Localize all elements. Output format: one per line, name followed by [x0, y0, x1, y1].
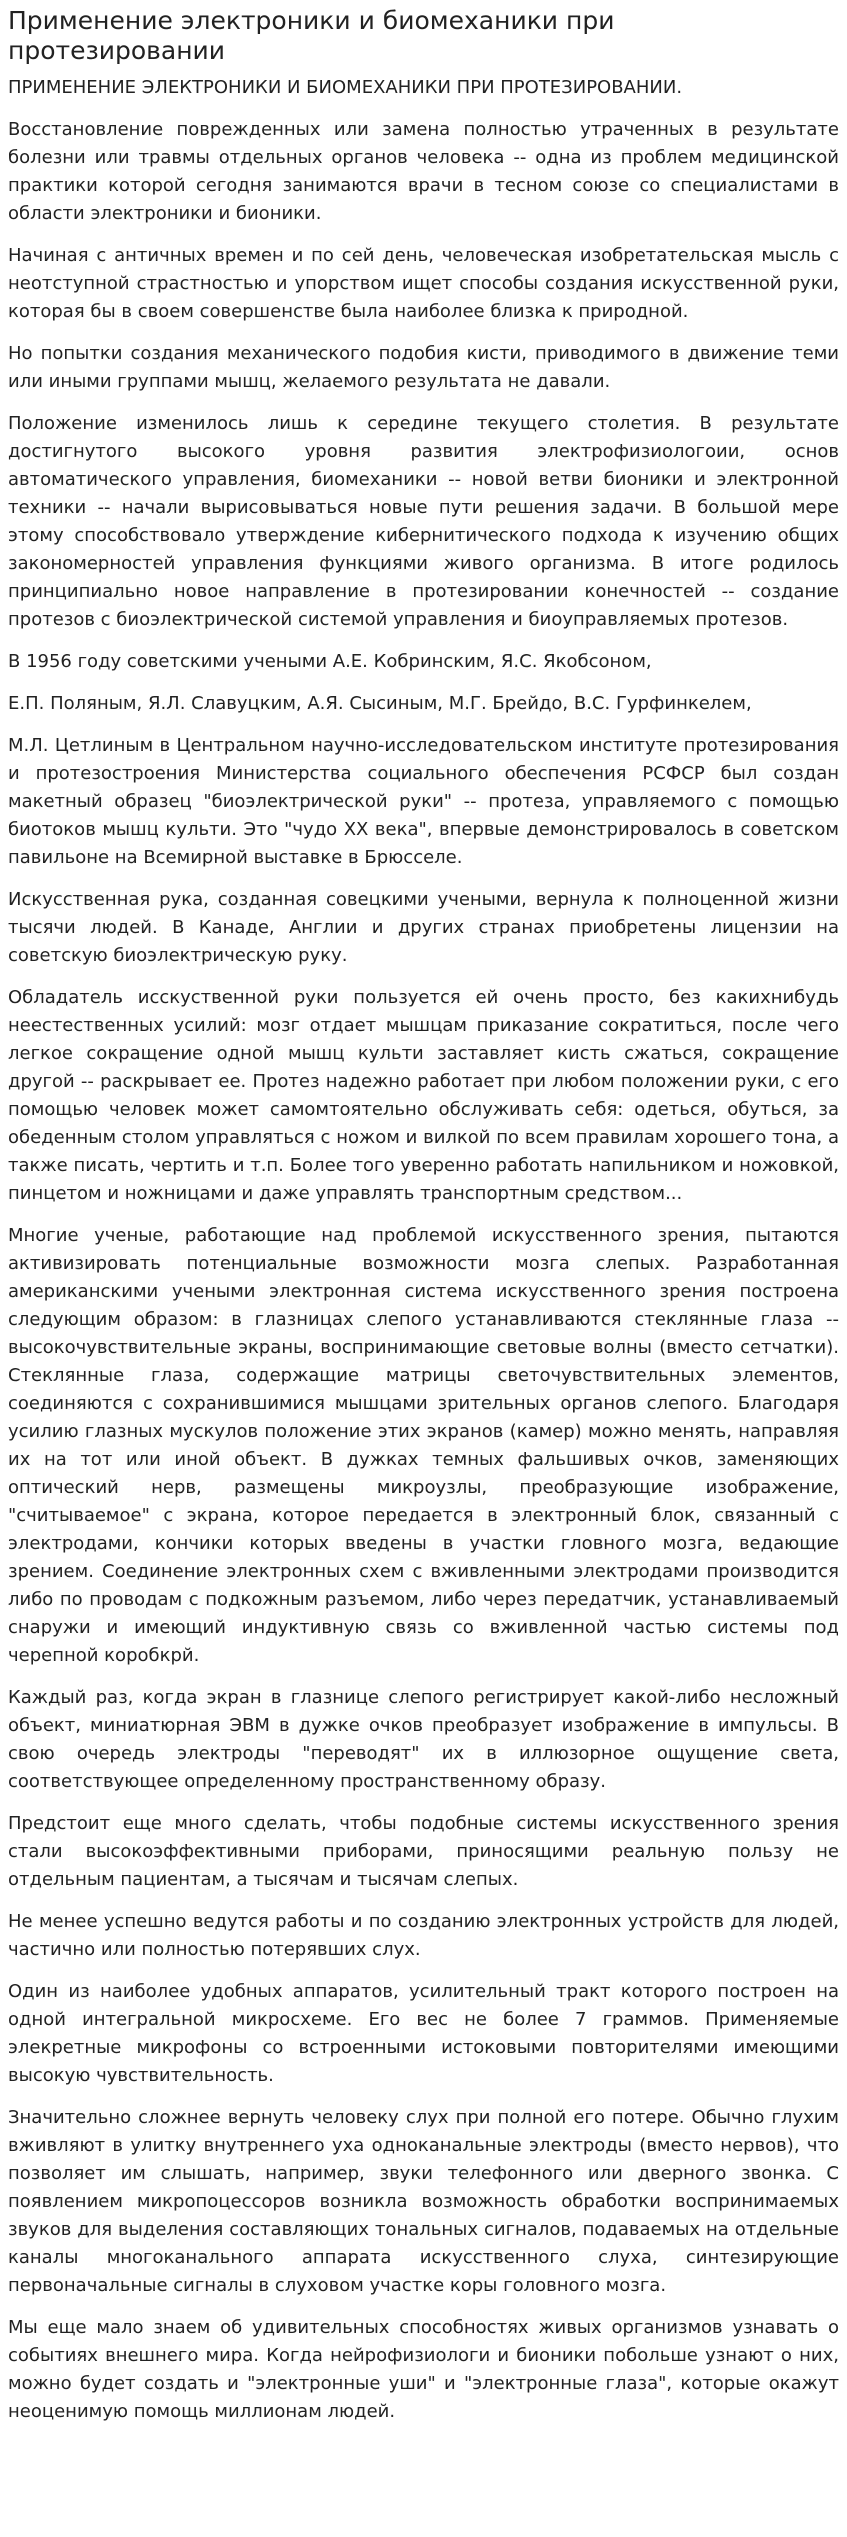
paragraph: Обладатель исскуственной руки пользуется ей очень просто, без какихнибудь неестественных усилий: мозг отдает мышцам приказание сократиться, после чего легкое сокращение одной мышц культи заставляет кисть сжаться, сокращение другой -- раскрывает ее. Протез надежно работает при любом положении руки, с его помощью человек может самомтоятельно обслуживать себя: одеться, обуться, за обеденным столом управляться с ножом и вилкой по всем правилам хорошего тона, а также писать, чертить и т.п. Более того уверенно работать напильником и ножовкой, пинцетом и ножницами и даже управлять транспортным средством...: [8, 987, 839, 1204]
paragraph: Каждый раз, когда экран в глазнице слепого регистрирует какой-либо несложный объект, миниатюрная ЭВМ в дужке очков преобразует изображение в импульсы. В свою очередь электроды "переводят" их в иллюзорное ощущение света, соответствующее определенному пространственному образу.: [8, 1687, 839, 1792]
paragraph: Начиная с античных времен и по сей день, человеческая изобретательская мысль с неотступной страстностью и упорством ищет способы создания искусственной руки, которая бы в своем совершенстве была наиболее близка к природной.: [8, 245, 839, 322]
paragraph: Не менее успешно ведутся работы и по созданию электронных устройств для людей, частично или полностью потерявших слух.: [8, 1911, 839, 1960]
paragraph: В 1956 году советскими учеными А.Е. Кобринским, Я.С. Якобсоном,: [8, 651, 652, 672]
article-title: Применение электроники и биомеханики при протезировании: [8, 6, 615, 65]
paragraph: Многие ученые, работающие над проблемой искусственного зрения, пытаются активизировать потенциальные возможности мозга слепых. Разработанная американскими учеными электронная система искусственного зрения построена следующим образом: в глазницах слепого устанавливаются стеклянные глаза -- высокочувствительные экраны, воспринимающие световые волны (вместо сетчатки). Стеклянные глаза, содержащие матрицы светочувствительных элементов, соединяются с сохранившимися мышцами зрительных органов слепого. Благодаря усилию глазных мускулов положение этих экранов (камер) можно менять, направляя их на тот или иной объект. В дужках темных фальшивых очков, заменяющих оптический нерв, размещены микроузлы, преобразующие изображение, "считываемое" с экрана, которое передается в электронный блок, связанный с электродами, кончики которых введены в участки гловного мозга, ведающие зрением. Соединение электронных схем с вживленными электродами производится либо по проводам с подкожным разъемом, либо через передатчик, устанавливаемый снаружи и имеющий индуктивную связь со вживленной частью системы под черепной коробкрй.: [8, 1225, 839, 1666]
paragraph: М.Л. Цетлиным в Центральном научно-исследовательском институте протезирования и протезостроения Министерства социального обеспечения РСФСР был создан макетный образец "биоэлектрической руки" -- протеза, управляемого с помощью биотоков мышц культи. Это "чудо XX века", впервые демонстрировалось в советском павильоне на Всемирной выставке в Брюсселе.: [8, 735, 839, 868]
paragraph: Восстановление поврежденных или замена полностью утраченных в результате болезни или травмы отдельных органов человека -- одна из проблем медицинской практики которой сегодня занимаются врачи в тесном союзе со специалистами в области электроники и бионики.: [8, 119, 839, 224]
paragraph: Искусственная рука, созданная совецкими учеными, вернула к полноценной жизни тысячи людей. В Канаде, Англии и других странах приобретены лицензии на советскую биоэлектрическую руку.: [8, 889, 839, 966]
paragraph: Один из наиболее удобных аппаратов, усилительный тракт которого построен на одной интегральной микросхеме. Его вес не более 7 граммов. Применяемые элекретные микрофоны со встроенными истоковыми повторителями имеющими высокую чувствительность.: [8, 1981, 839, 2086]
article-page: [0, 6, 847, 2426]
article-subtitle: ПРИМЕНЕНИЕ ЭЛЕКТРОНИКИ И БИОМЕХАНИКИ ПРИ ПРОТЕЗИРОВАНИИ.: [8, 77, 683, 98]
paragraph: Но попытки создания механического подобия кисти, приводимого в движение теми или иными группами мышц, желаемого результата не давали.: [8, 343, 839, 392]
paragraph: Значительно сложнее вернуть человеку слух при полной его потере. Обычно глухим вживляют в улитку внутреннего уха одноканальные электроды (вместо нервов), что позволяет им слышать, например, звуки телефонного или дверного звонка. С появлением микропоцессоров возникла возможность обработки воспринимаемых звуков для выделения составляющих тональных сигналов, подаваемых на отдельные каналы многоканального аппарата искусственного слуха, синтезирующие первоначальные сигналы в слуховом участке коры головного мозга.: [8, 2107, 839, 2296]
paragraph: Положение изменилось лишь к середине текущего столетия. В результате достигнутого высокого уровня развития электрофизиологоии, основ автоматического управления, биомеханики -- новой ветви бионики и электронной техники -- начали вырисовываться новые пути решения задачи. В большой мере этому способствовало утверждение кибернитического подхода к изучению общих закономерностей управления функциями живого организма. В итоге родилось принципиально новое направление в протезировании конечностей -- создание протезов с биоэлектрической системой управления и биоуправляемых протезов.: [8, 413, 839, 630]
paragraph: Предстоит еще много сделать, чтобы подобные системы искусственного зрения стали высокоэффективными приборами, приносящими реальную пользу не отдельным пациентам, а тысячам и тысячам слепых.: [8, 1813, 839, 1890]
paragraph: Мы еще мало знаем об удивительных способностях живых организмов узнавать о событиях внешнего мира. Когда нейрофизиологи и бионики побольше узнают о них, можно будет создать и "электронные уши" и "электронные глаза", которые окажут неоценимую помощь миллионам людей.: [8, 2317, 839, 2422]
paragraph: Е.П. Поляным, Я.Л. Славуцким, А.Я. Сысиным, М.Г. Брейдо, В.С. Гурфинкелем,: [8, 693, 752, 714]
